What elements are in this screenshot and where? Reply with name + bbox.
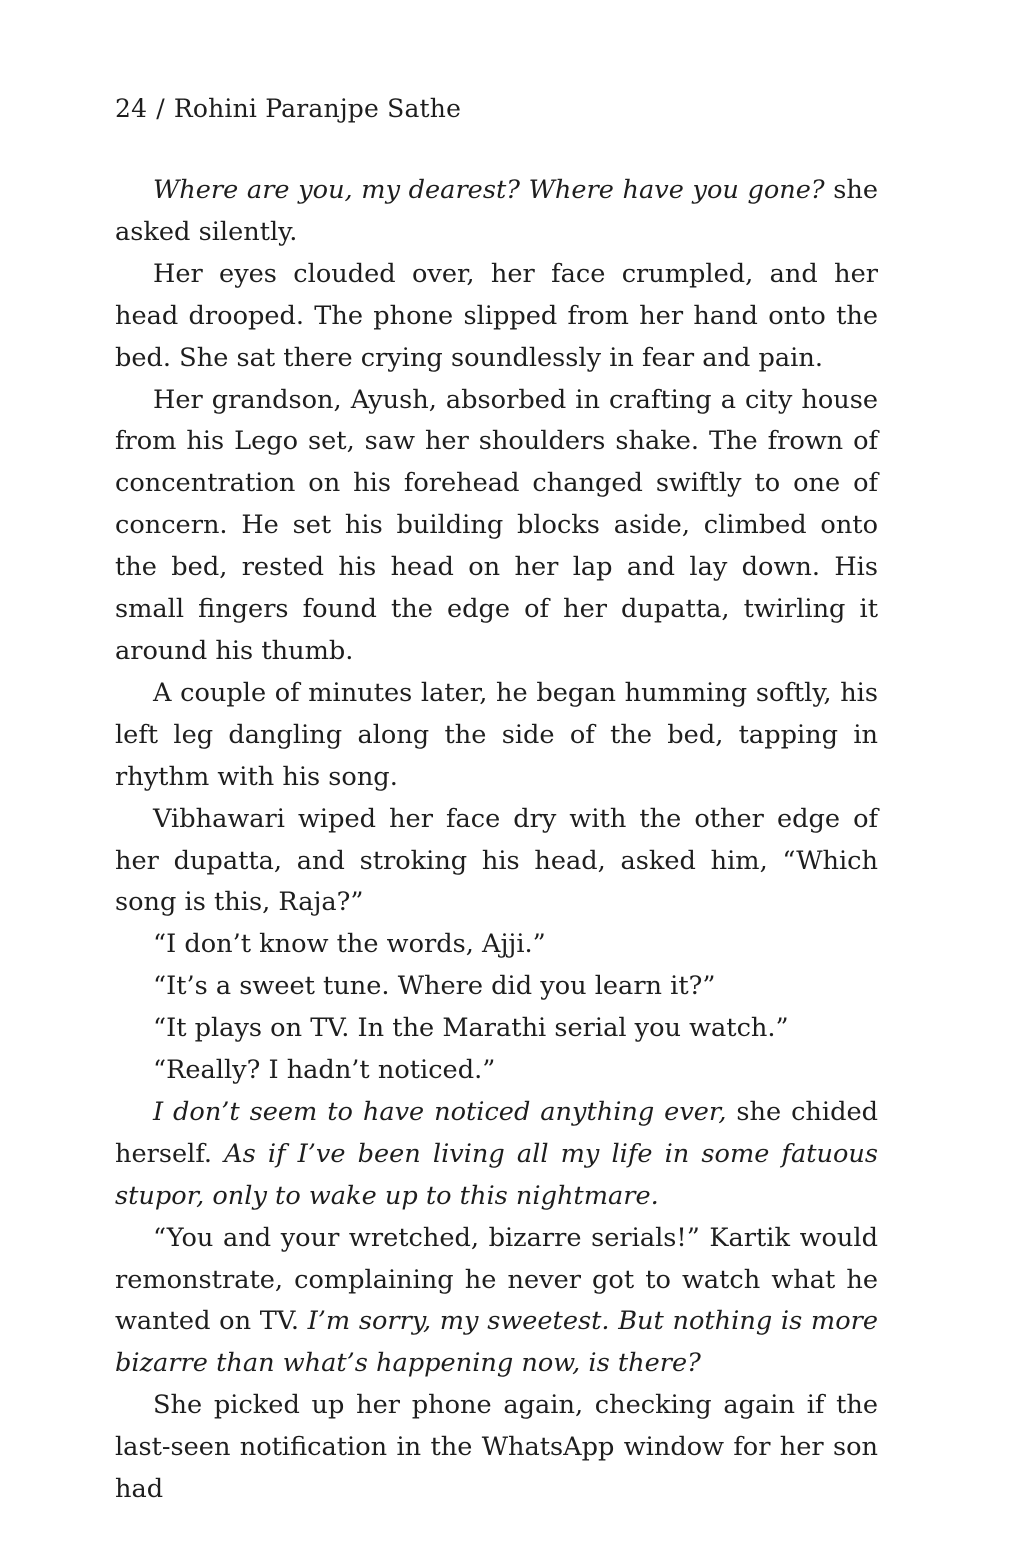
page-number: 24 [115,94,148,123]
dialogue-line: “Really? I hadn’t noticed.” [153,1055,496,1086]
book-page [115,88,878,1511]
narration: “You and your wretched, bizarre serials!” Kartik would remonstrate, complaining he never got to watch what he wanted on TV. [115,1222,878,1337]
narration: she chided herself. [115,1096,878,1169]
paragraph [115,1218,878,1386]
paragraph: She picked up her phone again, checking again if the last-seen notification in the WhatsApp window for her son had [115,1390,878,1505]
paragraph: Her eyes clouded over, her face crumpled, and her head drooped. The phone slipped from her hand onto the bed. She sat there crying soundlessly in fear and pain. [115,258,878,373]
body-text [115,170,878,1511]
italic-thought: I’m sorry, my sweetest. But nothing is more bizarre than what’s happening now, is there? [115,1306,878,1379]
italic-thought: I don’t seem to have noticed anything ever, [153,1096,727,1127]
paragraph: Vibhawari wiped her face dry with the other edge of her dupatta, and stroking his head, asked him, “Which song is this, Raja?” [115,803,878,918]
dialogue-line: “It plays on TV. In the Marathi serial you watch.” [153,1013,789,1044]
author-name: Rohini Paranjpe Sathe [173,94,462,123]
dialogue-line: “It’s a sweet tune. Where did you learn it?” [153,971,716,1002]
italic-thought: As if I’ve been living all my life in some fatuous stupor, only to wake up to this nightmare. [115,1138,878,1211]
paragraph [115,170,878,254]
dialogue-line: “I don’t know the words, Ajji.” [153,929,546,960]
italic-thought: Where are you, my dearest? Where have you gone? [153,175,825,205]
paragraph: A couple of minutes later, he began humming softly, his left leg dangling along the side of the bed, tapping in rhythm with his song. [115,677,878,792]
narration: she asked silently. [115,175,878,247]
paragraph: Her grandson, Ayush, absorbed in crafting a city house from his Lego set, saw her shoulders shake. The frown of concentration on his forehead changed swiftly to one of concern. He set his building blocks aside, climbed onto the bed, rested his head on her lap and lay down. His small fingers found the edge of her dupatta, twirling it around his thumb. [115,384,878,666]
header-separator: / [156,94,165,123]
running-head [115,88,878,130]
paragraph [115,1092,878,1218]
